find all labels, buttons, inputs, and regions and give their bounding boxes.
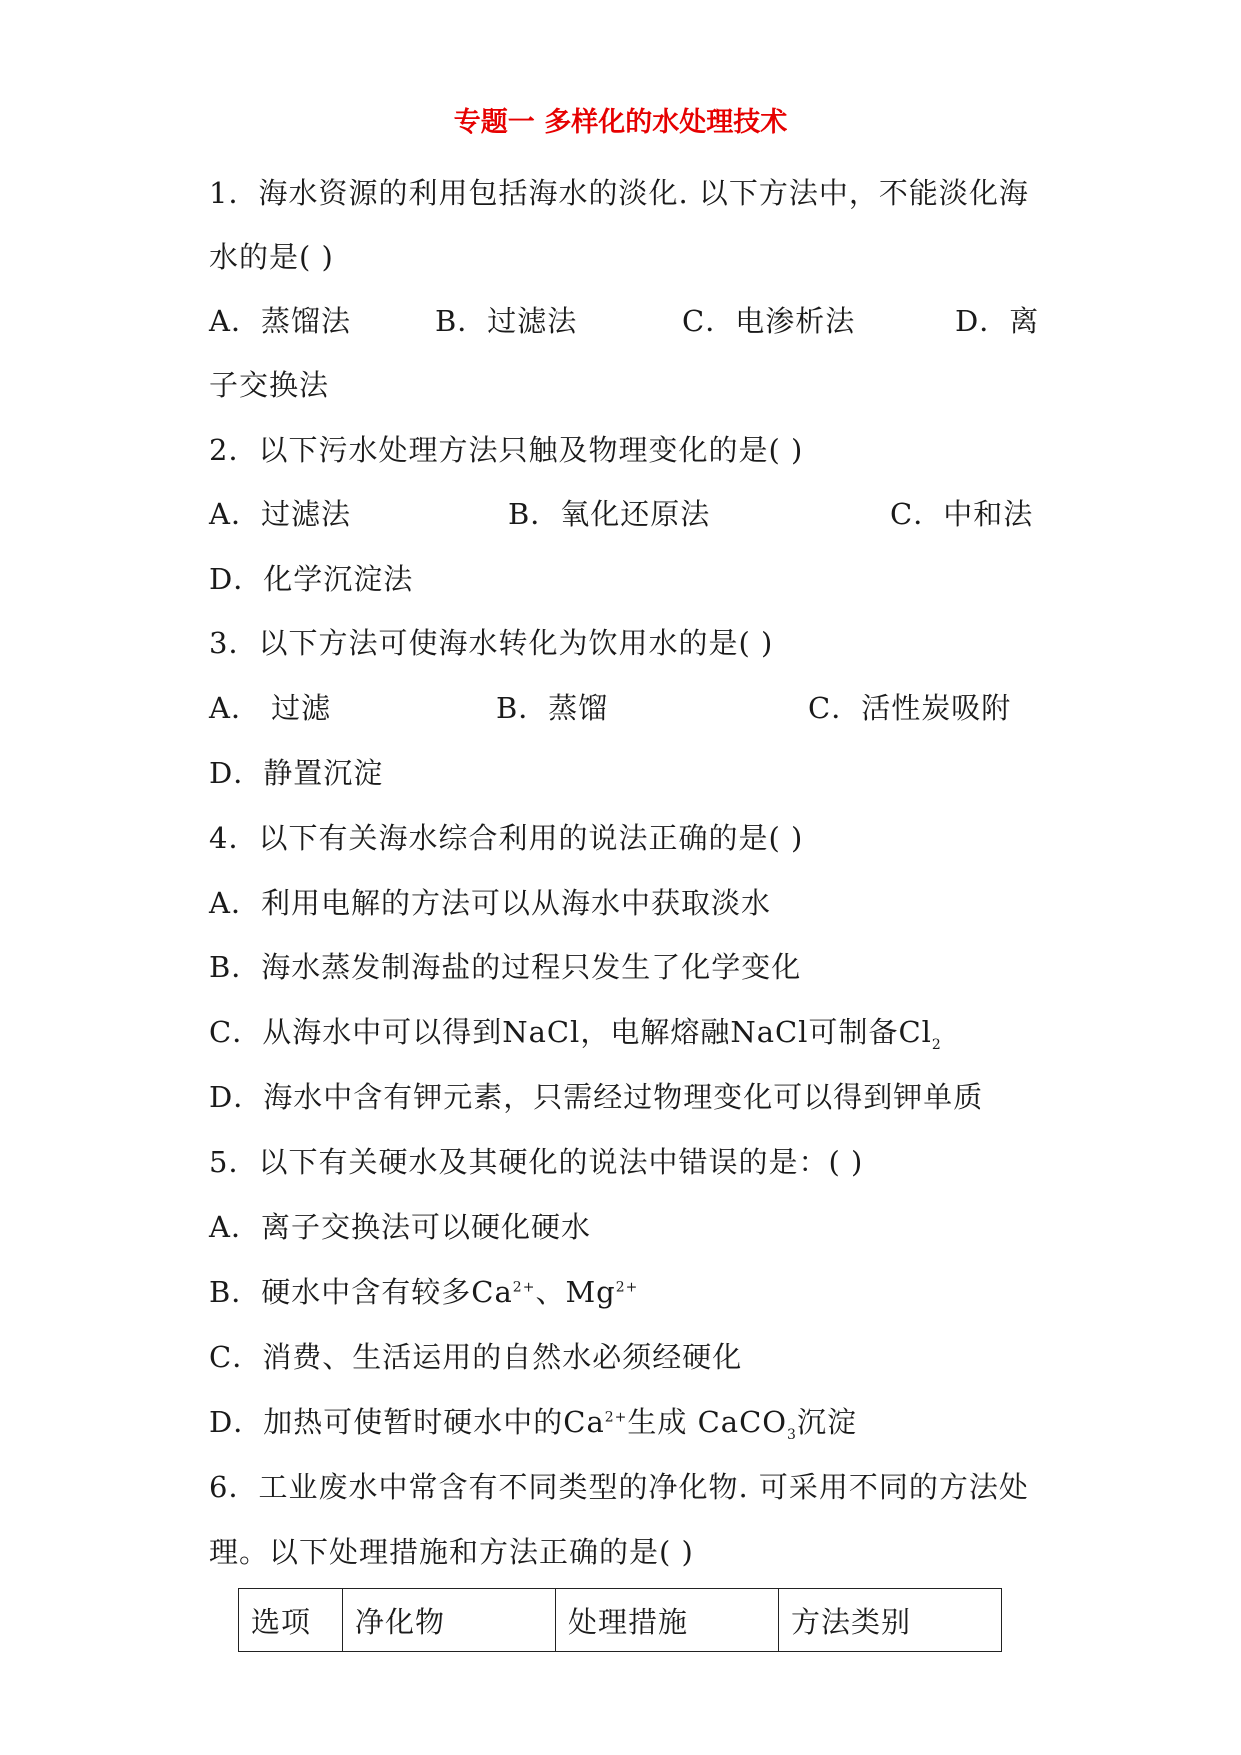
q1-option-d: D．离 [955, 304, 1040, 338]
table-header-cell: 净化物 [343, 1589, 556, 1652]
q1-option-a: A．蒸馏法 [209, 304, 351, 338]
q5-option-b-text: B．硬水中含有较多Ca [209, 1275, 513, 1309]
q5-option-d [209, 1400, 857, 1443]
q4-option-c [209, 1010, 942, 1053]
q5-option-b-sup1: 2+ [512, 1279, 536, 1296]
q1-stem-line2: 水的是( ) [209, 240, 334, 274]
q5-option-d-sub: 3 [787, 1426, 797, 1443]
q4-option-a: A．利用电解的方法可以从海水中获取淡水 [209, 886, 771, 920]
q5-option-d-text: D．加热可使暂时硬水中的Ca [209, 1405, 605, 1439]
q5-option-d-post: 沉淀 [796, 1405, 857, 1439]
q2-option-d: D．化学沉淀法 [209, 562, 414, 596]
q3-option-a: A． 过滤 [209, 691, 332, 725]
q6-stem-line2: 理。以下处理措施和方法正确的是( ) [209, 1535, 694, 1569]
q5-option-d-sup: 2+ [604, 1409, 628, 1426]
page-title: 专题一 多样化的水处理技术 [453, 107, 788, 138]
q4-option-b: B．海水蒸发制海盐的过程只发生了化学变化 [209, 950, 802, 984]
q3-option-b: B．蒸馏 [496, 691, 609, 725]
q1-stem-line1: 1．海水资源的利用包括海水的淡化. 以下方法中，不能淡化海 [209, 176, 1029, 210]
q6-stem-line1: 6．工业废水中常含有不同类型的净化物. 可采用不同的方法处 [209, 1470, 1029, 1504]
q4-option-d: D．海水中含有钾元素，只需经过物理变化可以得到钾单质 [209, 1080, 984, 1114]
q4-option-c-text: C．从海水中可以得到NaCl，电解熔融NaCl可制备Cl [209, 1015, 932, 1049]
table-header-cell: 处理措施 [556, 1589, 779, 1652]
q5-option-b-sup2: 2+ [615, 1279, 639, 1296]
q2-stem: 2．以下污水处理方法只触及物理变化的是( ) [209, 433, 804, 467]
q5-option-a: A．离子交换法可以硬化硬水 [209, 1210, 591, 1244]
q6-table [238, 1588, 1002, 1652]
q4-stem: 4．以下有关海水综合利用的说法正确的是( ) [209, 821, 804, 855]
q2-option-b: B．氧化还原法 [508, 497, 711, 531]
table-header-cell: 方法类别 [779, 1589, 1002, 1652]
table-header-cell: 选项 [239, 1589, 343, 1652]
q2-option-a: A．过滤法 [209, 497, 351, 531]
q2-option-c: C．中和法 [890, 497, 1034, 531]
q1-option-c: C．电渗析法 [682, 304, 856, 338]
q4-option-c-subscript: 2 [931, 1036, 942, 1053]
q5-option-b [209, 1270, 638, 1311]
q3-stem: 3．以下方法可使海水转化为饮用水的是( ) [209, 626, 774, 660]
q3-option-c: C．活性炭吸附 [808, 691, 1012, 725]
q1-option-b: B．过滤法 [435, 304, 578, 338]
q5-option-b-mid: 、Mg [535, 1275, 616, 1309]
q1-option-d-continued: 子交换法 [209, 368, 330, 402]
q5-option-d-mid: 生成 CaCO [627, 1405, 788, 1439]
table-header-row [239, 1589, 1002, 1652]
q3-option-d: D．静置沉淀 [209, 756, 384, 790]
q5-stem: 5．以下有关硬水及其硬化的说法中错误的是：( ) [209, 1145, 864, 1179]
q5-option-c: C．消费、生活运用的自然水必须经硬化 [209, 1340, 743, 1374]
